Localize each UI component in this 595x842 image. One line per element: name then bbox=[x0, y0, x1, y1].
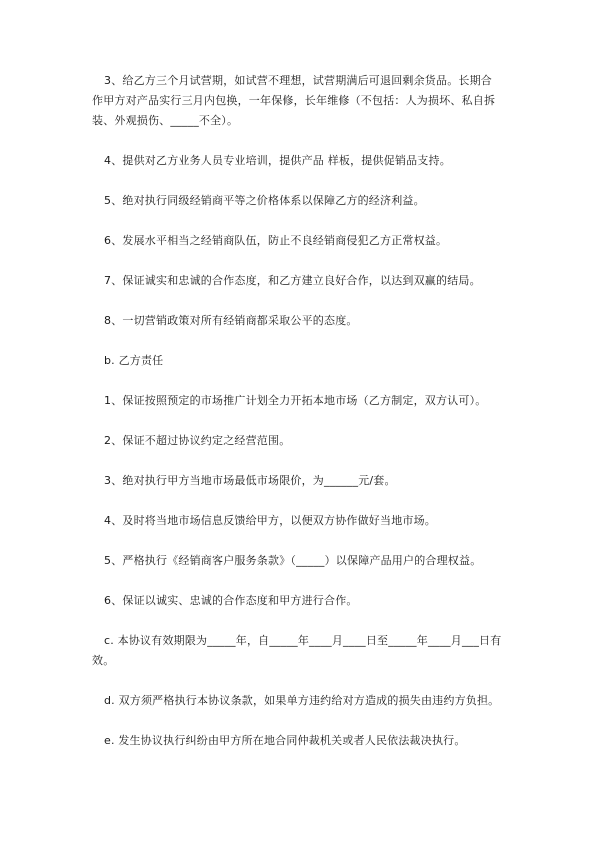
section-c-validity: c. 本协议有效期限为_____年，自_____年____月____日至_____年____月___日有效。 bbox=[92, 634, 502, 667]
clause-8-marketing-policy: 8、一切营销政策对所有经销商都采取公平的态度。 bbox=[104, 314, 358, 327]
b-clause-5-service-terms: 5、严格执行《经销商客户服务条款》（_____）以保障产品用户的合理权益。 bbox=[104, 554, 482, 567]
b-clause-2-scope: 2、保证不超过协议约定之经营范围。 bbox=[104, 434, 291, 447]
clause-7-cooperation: 7、保证诚实和忠诚的合作态度，和乙方建立良好合作，以达到双赢的结局。 bbox=[104, 274, 481, 287]
b-clause-4-feedback: 4、及时将当地市场信息反馈给甲方，以便双方协作做好当地市场。 bbox=[104, 514, 436, 527]
b-clause-3-min-price: 3、绝对执行甲方当地市场最低市场限价，为______元/套。 bbox=[104, 474, 396, 487]
clause-6-dealer-team: 6、发展水平相当之经销商队伍，防止不良经销商侵犯乙方正常权益。 bbox=[104, 234, 448, 247]
section-d-breach: d. 双方须严格执行本协议条款，如果单方违约给对方造成的损失由违约方负担。 bbox=[104, 694, 500, 707]
clause-5-price-system: 5、绝对执行同级经销商平等之价格体系以保障乙方的经济利益。 bbox=[104, 194, 425, 207]
clause-4-training: 4、提供对乙方业务人员专业培训，提供产品 样板，提供促销品支持。 bbox=[104, 154, 451, 167]
section-b-heading: b. 乙方责任 bbox=[104, 354, 164, 367]
section-e-disputes: e. 发生协议执行纠纷由甲方所在地合同仲裁机关或者人民依法裁决执行。 bbox=[104, 734, 466, 747]
b-clause-1-market-plan: 1、保证按照预定的市场推广计划全力开拓本地市场（乙方制定，双方认可）。 bbox=[104, 394, 487, 407]
clause-3-trial-period: 3、给乙方三个月试营期，如试营不理想，试营期满后可退回剩余货品。长期合作甲方对产品实行三月内包换，一年保修，长年维修（不包括：人为损坏、私自拆装、外观损伤、_____不全）。 bbox=[92, 74, 496, 127]
b-clause-6-honesty: 6、保证以诚实、忠诚的合作态度和甲方进行合作。 bbox=[104, 594, 358, 607]
